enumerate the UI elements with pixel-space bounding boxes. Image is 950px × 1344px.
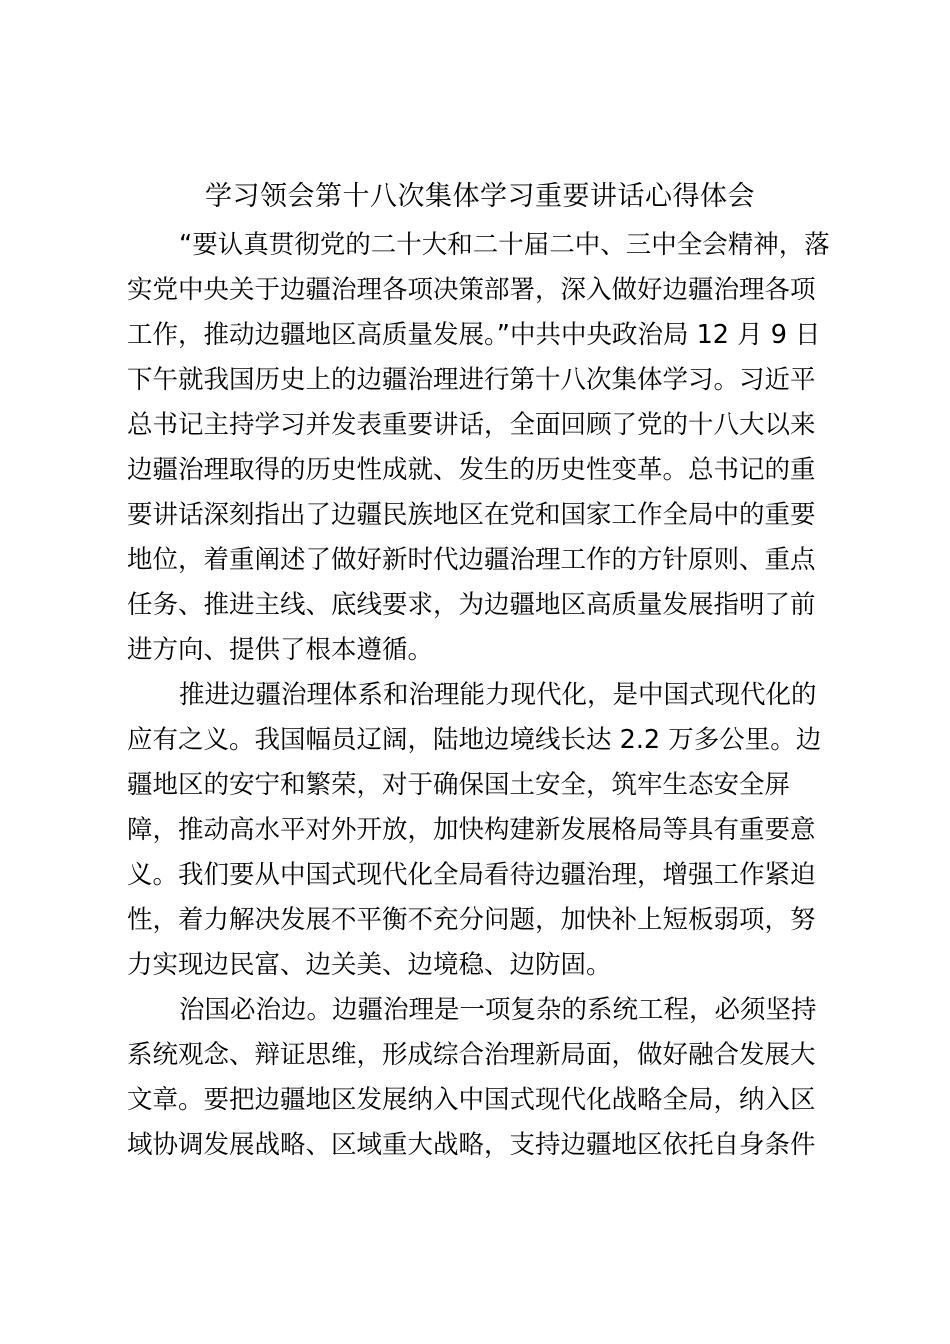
text-line: 地位，着重阐述了做好新时代边疆治理工作的方针原则、重点: [127, 545, 816, 575]
text-line: 任务、推进主线、底线要求，为边疆地区高质量发展指明了前: [127, 590, 816, 620]
text-line: 实党中央关于边疆治理各项决策部署，深入做好边疆治理各项: [127, 275, 816, 305]
text-line: “要认真贯彻党的二十大和二十届二中、三中全会精神，落: [179, 230, 830, 260]
text-line: 应有之义。我国幅员辽阔，陆地边境线长达 2.2 万多公里。边: [127, 725, 822, 755]
text-line: 疆地区的安宁和繁荣，对于确保国土安全，筑牢生态安全屏: [127, 770, 791, 800]
text-line: 进方向、提供了根本遵循。: [127, 635, 434, 665]
text-line: 治国必治边。边疆治理是一项复杂的系统工程，必须坚持: [179, 995, 817, 1025]
paragraph: [127, 673, 827, 988]
text-line: 推进边疆治理体系和治理能力现代化，是中国式现代化的: [179, 680, 817, 710]
text-line: 障，推动高水平对外开放，加快构建新发展格局等具有重要意: [127, 815, 816, 845]
text-line: 边疆治理取得的历史性成就、发生的历史性变革。总书记的重: [127, 455, 816, 485]
text-line: 义。我们要从中国式现代化全局看待边疆治理，增强工作紧迫: [127, 860, 816, 890]
text-line: 文章。要把边疆地区发展纳入中国式现代化战略全局，纳入区: [127, 1085, 816, 1115]
document-title: 学习领会第十八次集体学习重要讲话心得体会: [205, 181, 755, 212]
text-line: 性，着力解决发展不平衡不充分问题，加快补上短板弱项，努: [127, 905, 816, 935]
text-line: 总书记主持学习并发表重要讲话，全面回顾了党的十八大以来: [127, 410, 816, 440]
text-line: 力实现边民富、边关美、边境稳、边防固。: [127, 950, 612, 980]
text-line: 域协调发展战略、区域重大战略，支持边疆地区依托自身条件: [127, 1130, 816, 1160]
text-line: 系统观念、辩证思维，形成综合治理新局面，做好融合发展大: [127, 1040, 816, 1070]
text-line: 工作，推动边疆地区高质量发展。”中共中央政治局 12 月 9 日: [127, 320, 821, 350]
text-line: 要讲话深刻指出了边疆民族地区在党和国家工作全局中的重要: [127, 500, 816, 530]
text-line: 下午就我国历史上的边疆治理进行第十八次集体学习。习近平: [127, 365, 816, 395]
paragraph: [127, 988, 827, 1168]
document-body: [127, 223, 830, 1168]
paragraph: [127, 223, 830, 673]
